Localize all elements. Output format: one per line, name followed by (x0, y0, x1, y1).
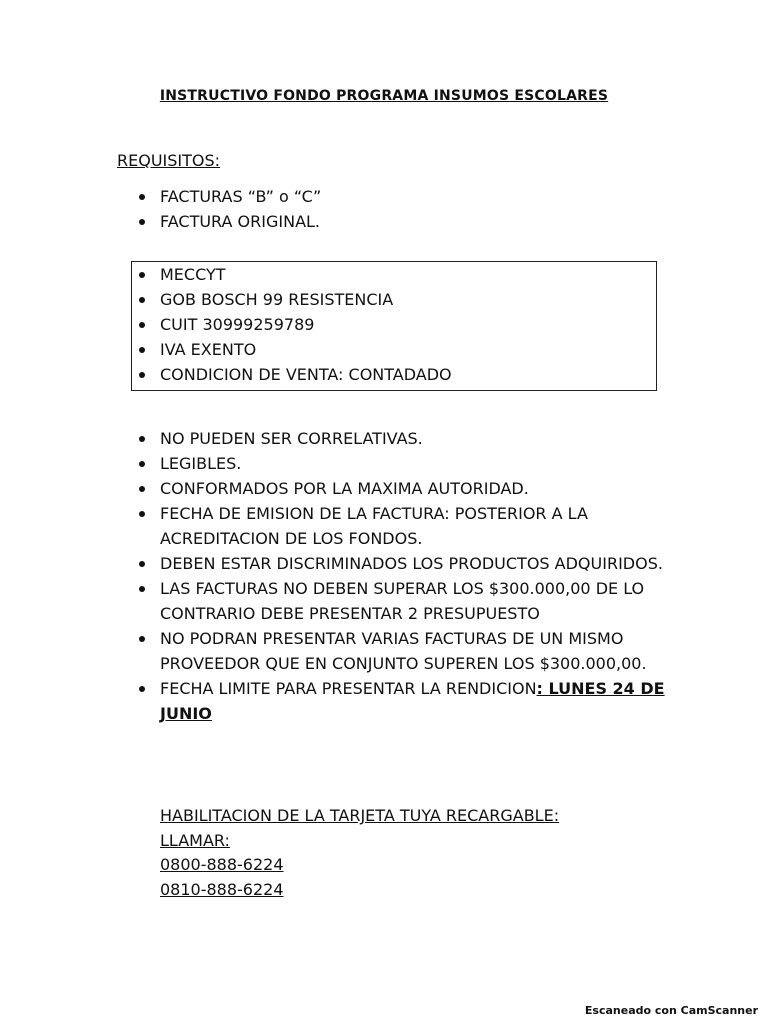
list-item: CUIT 30999259789 (136, 312, 646, 337)
phone-number: 0800-888-6224 (160, 855, 284, 874)
list-item: LAS FACTURAS NO DEBEN SUPERAR LOS $300.000,00 DE LO CONTRARIO DEBE PRESENTAR 2 PRESUPUESTO (136, 576, 676, 626)
requirements-heading: REQUISITOS: (117, 151, 221, 170)
invoice-type-list (136, 184, 696, 234)
list-item: MECCYT (136, 262, 646, 287)
list-item: CONDICION DE VENTA: CONTADADO (136, 362, 646, 387)
list-item: LEGIBLES. (136, 451, 676, 476)
scanner-watermark: Escaneado con CamScanner (584, 1004, 758, 1017)
list-item: NO PUEDEN SER CORRELATIVAS. (136, 426, 676, 451)
phone-number: 0810-888-6224 (160, 879, 284, 899)
conditions-list (136, 426, 676, 726)
card-activation-heading: HABILITACION DE LA TARJETA TUYA RECARGABLE: (160, 806, 560, 825)
call-label: LLAMAR: (160, 830, 230, 850)
deadline-label: FECHA LIMITE PARA PRESENTAR LA RENDICION (160, 679, 537, 698)
list-item: NO PODRAN PRESENTAR VARIAS FACTURAS DE UN MISMO PROVEEDOR QUE EN CONJUNTO SUPEREN LOS $300.000,00. (136, 626, 676, 676)
deadline-value: : LUNES 24 DE JUNIO (160, 679, 665, 723)
card-activation-section (160, 804, 559, 902)
document-title: INSTRUCTIVO FONDO PROGRAMA INSUMOS ESCOLARES (159, 88, 609, 104)
deadline-item (136, 676, 676, 726)
list-item: CONFORMADOS POR LA MAXIMA AUTORIDAD. (136, 476, 676, 501)
list-item: IVA EXENTO (136, 337, 646, 362)
list-item: FACTURAS “B” o “C” (136, 184, 696, 209)
list-item: DEBEN ESTAR DISCRIMINADOS LOS PRODUCTOS ADQUIRIDOS. (136, 551, 676, 576)
list-item: FECHA DE EMISION DE LA FACTURA: POSTERIOR A LA ACREDITACION DE LOS FONDOS. (136, 501, 676, 551)
invoice-recipient-list (136, 262, 646, 387)
list-item: FACTURA ORIGINAL. (136, 209, 696, 234)
list-item: GOB BOSCH 99 RESISTENCIA (136, 287, 646, 312)
